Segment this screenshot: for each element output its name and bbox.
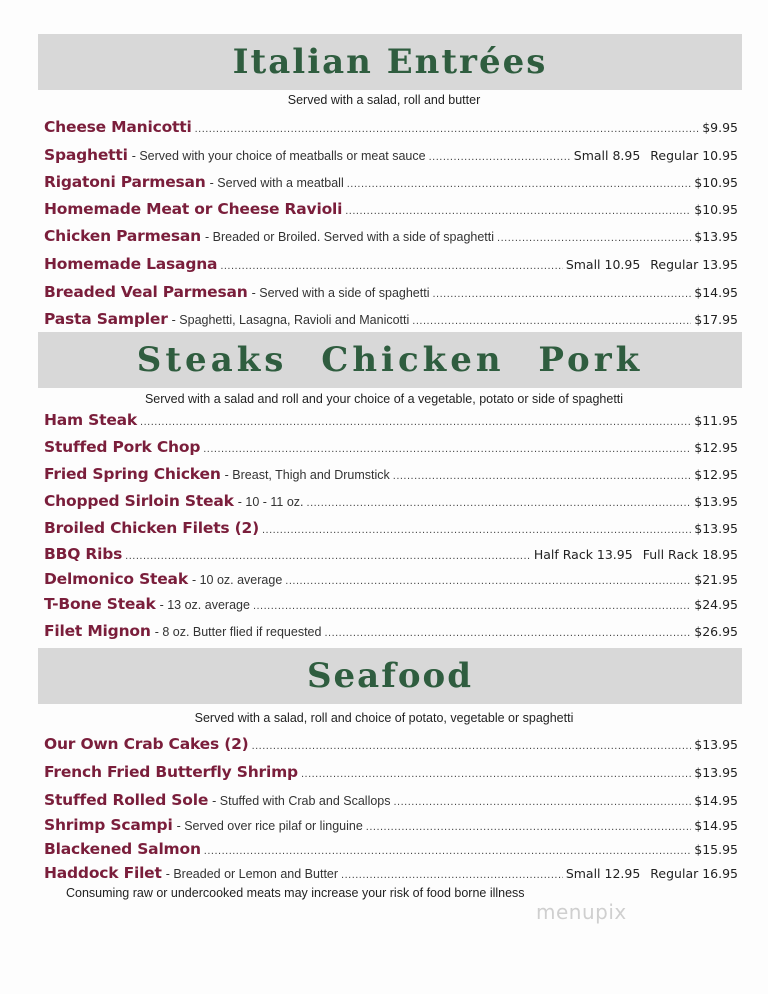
menu-item <box>44 283 738 305</box>
leader-dots <box>347 178 692 190</box>
leader-dots <box>220 260 563 272</box>
menu-item <box>44 438 738 460</box>
item-description: - Served over rice pilaf or linguine <box>176 819 363 833</box>
leader-dots <box>412 315 691 327</box>
leader-dots <box>125 550 531 562</box>
section-header-steaks-chicken-pork: Steaks Chicken Pork <box>38 332 742 388</box>
item-description: - Served with a side of spaghetti <box>251 286 430 300</box>
item-name: Broiled Chicken Filets (2) <box>44 519 259 537</box>
item-price: $14.95 <box>694 818 738 833</box>
leader-dots <box>432 288 691 300</box>
menu-item <box>44 735 738 757</box>
item-name: Ham Steak <box>44 411 138 429</box>
section-header-italian-entrees: Italian Entrées <box>38 34 742 90</box>
item-name: Chicken Parmesan <box>44 227 201 245</box>
item-price: $12.95 <box>694 440 738 455</box>
item-price: $15.95 <box>694 842 738 857</box>
item-price-small: Small 8.95 <box>573 148 641 163</box>
item-price: $13.95 <box>694 494 738 509</box>
item-name: Spaghetti <box>44 146 128 164</box>
food-safety-footnote: Consuming raw or undercooked meats may increase your risk of food borne illness <box>66 886 525 900</box>
item-name: Rigatoni Parmesan <box>44 173 206 191</box>
menu-item <box>44 840 738 862</box>
item-name: BBQ Ribs <box>44 545 123 563</box>
item-description: - Breaded or Broiled. Served with a side of spaghetti <box>204 230 495 244</box>
item-price: $13.95 <box>694 229 738 244</box>
section-note-seafood: Served with a salad, roll and choice of potato, vegetable or spaghetti <box>194 711 574 725</box>
leader-dots <box>393 470 691 482</box>
item-name: Homemade Lasagna <box>44 255 218 273</box>
menu-item <box>44 545 738 567</box>
item-price: $14.95 <box>694 793 738 808</box>
item-price-regular: Regular 16.95 <box>650 866 738 881</box>
item-name: Stuffed Rolled Sole <box>44 791 209 809</box>
menu-item <box>44 411 738 433</box>
leader-dots <box>324 627 691 639</box>
item-name: Our Own Crab Cakes (2) <box>44 735 249 753</box>
item-price-regular: Regular 13.95 <box>650 257 738 272</box>
item-price-regular: Regular 10.95 <box>650 148 738 163</box>
item-price-half-rack: Half Rack 13.95 <box>533 547 633 562</box>
item-name: French Fried Butterfly Shrimp <box>44 763 298 781</box>
item-description: - Served with your choice of meatballs or meat sauce <box>131 149 426 163</box>
item-name: Haddock Filet <box>44 864 162 882</box>
leader-dots <box>203 443 691 455</box>
item-description: - Stuffed with Crab and Scallops <box>212 794 391 808</box>
leader-dots <box>140 416 691 428</box>
item-price: $17.95 <box>694 312 738 327</box>
leader-dots <box>252 740 692 752</box>
item-name: Stuffed Pork Chop <box>44 438 201 456</box>
menu-item <box>44 864 738 886</box>
menu-item <box>44 173 738 195</box>
item-description: - 8 oz. Butter flied if requested <box>154 625 322 639</box>
leader-dots <box>301 768 691 780</box>
section-note-italian: Served with a salad, roll and butter <box>287 93 481 107</box>
item-name: T-Bone Steak <box>44 595 156 613</box>
leader-dots <box>394 796 692 808</box>
item-price: $26.95 <box>694 624 738 639</box>
leader-dots <box>429 151 571 163</box>
menu-item <box>44 465 738 487</box>
leader-dots <box>307 497 692 509</box>
menu-item <box>44 816 738 838</box>
leader-dots <box>195 123 700 135</box>
menu-item <box>44 255 738 277</box>
item-description: - Breaded or Lemon and Butter <box>165 867 339 881</box>
item-price: $13.95 <box>694 765 738 780</box>
item-description: - 10 - 11 oz. <box>237 495 304 509</box>
item-description: - Breast, Thigh and Drumstick <box>224 468 390 482</box>
item-price: $24.95 <box>694 597 738 612</box>
leader-dots <box>253 600 691 612</box>
item-name: Shrimp Scampi <box>44 816 173 834</box>
item-price: $11.95 <box>694 413 738 428</box>
item-name: Blackened Salmon <box>44 840 201 858</box>
item-name: Homemade Meat or Cheese Ravioli <box>44 200 343 218</box>
section-header-seafood: Seafood <box>38 648 742 704</box>
item-name: Delmonico Steak <box>44 570 188 588</box>
item-name: Pasta Sampler <box>44 310 168 328</box>
item-price-full-rack: Full Rack 18.95 <box>642 547 738 562</box>
item-price-small: Small 12.95 <box>565 866 641 881</box>
item-price: $13.95 <box>694 737 738 752</box>
item-price-small: Small 10.95 <box>565 257 641 272</box>
menu-item <box>44 519 738 541</box>
item-price: $9.95 <box>702 120 738 135</box>
menupix-watermark: menupix <box>536 900 627 924</box>
leader-dots <box>366 821 691 833</box>
section-note-steaks: Served with a salad and roll and your choice of a vegetable, potato or side of spaghetti <box>144 392 624 406</box>
menu-item <box>44 791 738 813</box>
leader-dots <box>341 869 563 881</box>
leader-dots <box>345 205 691 217</box>
leader-dots <box>262 524 691 536</box>
menu-item <box>44 763 738 785</box>
menu-item <box>44 570 738 592</box>
item-name: Breaded Veal Parmesan <box>44 283 248 301</box>
menu-item <box>44 146 738 168</box>
menu-item <box>44 492 738 514</box>
item-price: $10.95 <box>694 202 738 217</box>
item-price: $14.95 <box>694 285 738 300</box>
menu-item <box>44 310 738 332</box>
leader-dots <box>204 845 691 857</box>
item-price: $13.95 <box>694 521 738 536</box>
menu-item <box>44 622 738 644</box>
item-price: $21.95 <box>694 572 738 587</box>
item-description: - 13 oz. average <box>159 598 250 612</box>
leader-dots <box>285 575 691 587</box>
item-name: Filet Mignon <box>44 622 151 640</box>
item-price: $12.95 <box>694 467 738 482</box>
item-description: - Served with a meatball <box>209 176 344 190</box>
item-description: - Spaghetti, Lasagna, Ravioli and Manicotti <box>171 313 410 327</box>
item-name: Fried Spring Chicken <box>44 465 221 483</box>
menu-item <box>44 595 738 617</box>
menu-item <box>44 200 738 222</box>
item-name: Chopped Sirloin Steak <box>44 492 234 510</box>
leader-dots <box>497 232 691 244</box>
item-description: - 10 oz. average <box>191 573 283 587</box>
item-name: Cheese Manicotti <box>44 118 192 136</box>
item-price: $10.95 <box>694 175 738 190</box>
menu-item <box>44 118 738 140</box>
menu-item <box>44 227 738 249</box>
